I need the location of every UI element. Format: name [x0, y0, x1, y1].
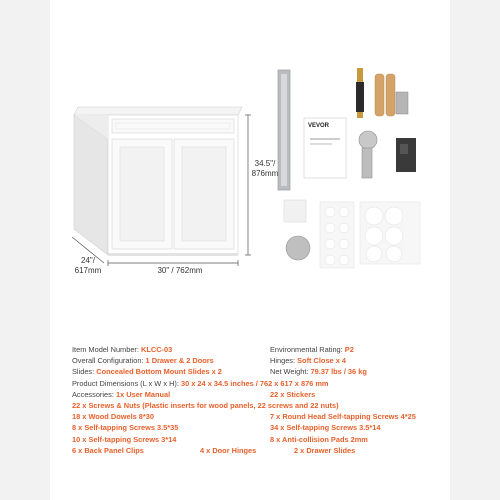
spec-value: 30 x 24 x 34.5 inches / 762 x 617 x 876 mm	[180, 378, 329, 388]
spec-label: Net Weight:	[270, 367, 309, 377]
accessory-item: 1x User Manual	[115, 389, 171, 399]
accessory-item: 10 x Self-tapping Screws 3*14	[72, 434, 177, 444]
spec-label: Accessories:	[72, 389, 114, 399]
spec-label: Slides:	[72, 367, 95, 377]
spec-row	[72, 411, 432, 422]
spec-value: KLCC-03	[141, 345, 173, 354]
accessory-item: 18 x Wood Dowels 8*30	[72, 412, 155, 422]
spec-value: Concealed Bottom Mount Slides x 2	[96, 367, 222, 377]
spec-value: Soft Close x 4	[297, 356, 346, 366]
spec-label: Environmental Rating:	[270, 345, 343, 354]
spec-row	[72, 366, 432, 377]
spec-list	[72, 344, 432, 456]
accessory-item: 7 x Round Head Self-tapping Screws 4*25	[270, 412, 416, 422]
accessory-item: 4 x Door Hinges	[200, 445, 257, 455]
accessory-item: 22 x Screws & Nuts (Plastic inserts for wood panels, 22 screws and 22 nuts)	[72, 400, 339, 410]
spec-row	[72, 422, 432, 433]
depth-dimension-label: 24"/ 617mm	[74, 256, 102, 275]
height-dimension-label: 34.5"/ 876mm	[251, 159, 279, 178]
spec-label: Hinges:	[270, 356, 296, 366]
accessory-item: 22 x Stickers	[270, 389, 316, 399]
accessory-item: 2 x Drawer Slides	[294, 445, 356, 455]
accessory-item: 34 x Self-tapping Screws 3.5*14	[270, 423, 381, 433]
spec-label: Overall Configuration:	[72, 356, 144, 366]
spec-row	[72, 344, 432, 355]
spec-row	[72, 378, 432, 389]
spec-label: Product Dimensions (L x W x H):	[72, 378, 179, 388]
spec-row	[72, 355, 432, 366]
hardware-parts-illustration	[270, 60, 430, 275]
spec-value: P2	[344, 345, 354, 354]
accessory-item: 8 x Self-tapping Screws 3.5*35	[72, 423, 179, 433]
manual-brand-label: VEVOR	[308, 123, 330, 129]
spec-value: 79.37 lbs / 36 kg	[310, 367, 367, 377]
spec-value: 1 Drawer & 2 Doors	[145, 356, 214, 366]
spec-row	[72, 389, 432, 400]
spec-label: Item Model Number:	[72, 345, 139, 354]
accessory-item: 6 x Back Panel Clips	[72, 445, 144, 455]
spec-row	[72, 434, 432, 445]
width-dimension-label: 30" / 762mm	[157, 266, 203, 275]
accessory-item: 8 x Anti-collision Pads 2mm	[270, 434, 368, 444]
spec-row	[72, 445, 432, 456]
